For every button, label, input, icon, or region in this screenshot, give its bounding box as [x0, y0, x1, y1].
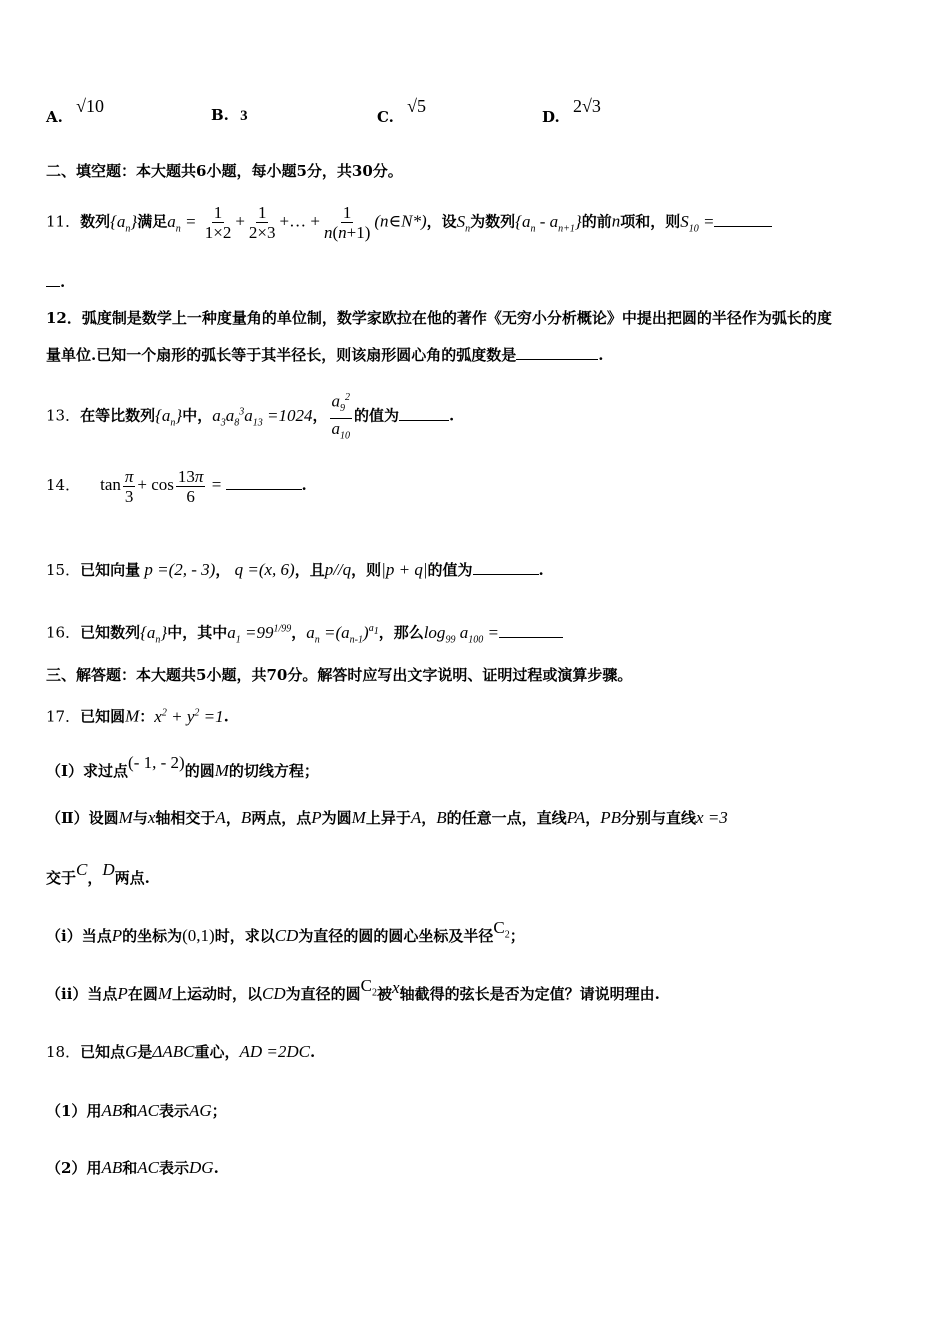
q15-text: 已知向量 — [80, 561, 141, 579]
q15-text: ，则 — [351, 561, 382, 579]
question-13: 13．在等比数列$\{a_n\}$中，$a_3a_8^3a_{13} =1024$， $\frac{a_9^2}{a_{10}}$ 的值为 . — [46, 388, 454, 446]
q17-pi-label: （ⅰ） — [46, 927, 82, 945]
q17-p1-text: 的圆 — [184, 762, 215, 780]
option-a — [46, 96, 104, 127]
option-d — [542, 96, 601, 127]
q15-tail: . — [538, 561, 544, 579]
q17-p2-text: ， — [585, 809, 601, 827]
q14-number: 14． — [46, 476, 81, 494]
q17-pii-text: 被 — [377, 985, 393, 1003]
q16-number: 16． — [46, 623, 81, 642]
q18-part-1: （1）用AB和AC表示AG； — [46, 1101, 227, 1120]
q17-pi-text: 的坐标为 — [122, 927, 183, 945]
q17-p1-label: （Ⅰ） — [46, 762, 84, 780]
q17-part-2-cont: 交于C，D两点. — [46, 860, 150, 887]
q14-answer-blank[interactable] — [226, 475, 302, 490]
q13-text: 在等比数列 — [80, 406, 156, 425]
q13-text: 的值为 — [354, 406, 400, 425]
q12-text: 量单位.已知一个扇形的弧长等于其半径长，则该扇形圆心角的弧度数是 — [46, 346, 517, 364]
q17-pi-text: 当点 — [81, 927, 112, 945]
q17-text: ： — [139, 707, 155, 726]
q18-part-2: （2）用AB和AC表示DG. — [46, 1158, 219, 1177]
q16-answer-blank[interactable] — [499, 623, 563, 638]
q15-answer-blank[interactable] — [473, 560, 539, 575]
q17-pii-text: 上运动时，以 — [172, 985, 263, 1003]
q12-line-1: 12．弧度制是数学上一种度量角的单位制，数学家欧拉在他的著作《无穷小分析概论》中提出把圆的半径作为弧长的度 — [46, 309, 832, 327]
q18-p1-text: 表示 — [158, 1102, 189, 1120]
q13-text: ， — [312, 406, 328, 425]
q12-tail: . — [598, 346, 604, 364]
section-3-heading: 三、解答题：本大题共5小题，共70分。解答时应写出文字说明、证明过程或演算步骤。 — [46, 666, 633, 684]
q13-text: 中， — [182, 406, 213, 425]
q11-text: 为数列 — [470, 212, 516, 231]
q18-p1-text: 用 — [86, 1102, 102, 1120]
q17-part-2: （Ⅱ）设圆M与x轴相交于A，B两点，点P为圆M上异于A，B的任意一点，直线PA，PB分别与直线x =3 — [46, 808, 728, 827]
option-d-label: D. — [542, 108, 560, 126]
q17-pii-text: 当点 — [87, 985, 118, 1003]
q11-text: 的前 — [581, 212, 612, 231]
q15-text: ，且 — [294, 561, 325, 579]
q17-p2-text: 与 — [132, 809, 148, 827]
q12-line-2 — [46, 345, 603, 365]
q11-text: ，设 — [426, 212, 457, 231]
q13-tail: . — [449, 406, 455, 425]
q17-part-1: （Ⅰ）求过点(- 1, - 2)的圆M的切线方程； — [46, 753, 319, 780]
q17-p2-text: 两点，点 — [251, 809, 312, 827]
q17-p2-text: 上异于 — [365, 809, 411, 827]
q17-p2-text: 为圆 — [321, 809, 352, 827]
q17-pii-text: 为直径的圆 — [285, 985, 361, 1003]
q17-p2-text: 轴相交于 — [155, 809, 216, 827]
question-14: 14． tan $\frac{\pi}{3}$ + cos $\frac{13\pi}{6}$ = . — [46, 466, 307, 506]
q17-p2-text: ， — [421, 809, 437, 827]
q17-text: 已知圆 — [80, 707, 126, 726]
q18-p2-text: 和 — [122, 1159, 138, 1177]
q17-pii-text: 轴截得的弦长是否为定值？请说明理由. — [399, 985, 660, 1003]
q16-text: ， — [291, 623, 307, 642]
option-d-value: 2√3 — [572, 96, 601, 116]
q18-p1-label: （1） — [46, 1102, 87, 1120]
option-b — [211, 106, 248, 125]
q15-number: 15． — [46, 561, 81, 579]
q16-text: ，那么 — [378, 623, 424, 642]
option-c-value: √5 — [407, 96, 427, 116]
q18-text: 是 — [137, 1043, 153, 1061]
q11-tail: . — [60, 273, 66, 291]
question-16: 16．已知数列$\{a_n\}$中，其中$a_1 =99^{1/99}$，$a_n =(a_{n-1})^{a_1}$，那么$\log_{99} a_{100}$ = — [46, 615, 563, 654]
q15-text: ， — [215, 561, 231, 579]
question-18: 18．已知点G是ΔABC重心，AD =2DC. — [46, 1042, 316, 1061]
q17-p1-text: 的切线方程； — [228, 762, 319, 780]
q17-p2-text: 的任意一点，直线 — [446, 809, 567, 827]
q12-answer-blank[interactable] — [516, 345, 598, 360]
q17-p2b-text: 交于 — [46, 869, 77, 887]
q14-tail: . — [301, 476, 307, 494]
q18-number: 18． — [46, 1043, 81, 1061]
q17-pii-text: 在圆 — [127, 985, 158, 1003]
option-a-value: √10 — [76, 96, 104, 116]
q18-p2-text: 用 — [86, 1159, 102, 1177]
q17-p2b-text: ， — [87, 869, 103, 887]
q16-text: 中，其中 — [167, 623, 228, 642]
q17-pi-text: 为直径的圆的圆心坐标及半径 — [298, 927, 494, 945]
question-11: 11．数列$\{a_n\}$满足$a_n$ = $\frac{1}{1\times 2}$ + $\frac{1}{2\times 3}$ +… + $\frac{1}{n(n+1)}$ (n∈N*)，设$S_n$为数列$\{a_n - a_{n+1}\}$的前n项和，则$S_{10}$ = — [46, 203, 772, 246]
option-b-value: 3 — [240, 108, 248, 124]
option-b-label: B. — [211, 106, 229, 124]
q18-p2-tail: . — [213, 1159, 219, 1177]
question-15: 15．已知向量 p =(2, - 3)， q =(x, 6)，且p//q，则|p + q|的值为 . — [46, 560, 544, 579]
q17-part-ii: （ⅱ）当点P在圆M上运动时，以CD为直径的圆$C_2$被x轴截得的弦长是否为定值？请说明理由. — [46, 976, 660, 1003]
q17-part-i: （ⅰ）当点P的坐标为(0,1)时，求以CD为直径的圆的圆心坐标及半径$C_2$； — [46, 918, 525, 945]
q15-text: 的值为 — [427, 561, 473, 579]
option-c — [377, 96, 427, 127]
question-17: 17．已知圆M：$x^2 + y^2 =1$. — [46, 706, 229, 726]
q17-pii-label: （ⅱ） — [46, 985, 88, 1003]
q11-answer-blank[interactable] — [714, 212, 772, 227]
q18-text: 重心， — [194, 1043, 240, 1061]
q13-number: 13． — [46, 406, 81, 425]
q17-number: 17． — [46, 707, 81, 726]
q17-p2-text: 设圆 — [88, 809, 119, 827]
q11-answer-blank-cont[interactable] — [46, 272, 60, 287]
q17-pi-text: ； — [509, 927, 525, 945]
q11-text: 数列 — [80, 212, 111, 231]
q11-number: 11． — [46, 212, 81, 231]
q18-p2-label: （2） — [46, 1159, 87, 1177]
q18-tail: . — [310, 1043, 316, 1061]
q17-p2-label: （Ⅱ） — [46, 809, 89, 827]
option-c-label: C. — [377, 108, 394, 126]
q17-tail: . — [223, 707, 229, 726]
q13-answer-blank[interactable] — [399, 406, 449, 421]
section-2-heading: 二、填空题：本大题共6小题，每小题5分，共30分。 — [46, 162, 403, 180]
q18-p1-text: 和 — [122, 1102, 138, 1120]
option-a-label: A. — [46, 108, 63, 126]
q18-text: 已知点 — [80, 1043, 126, 1061]
q17-p2b-text: 两点. — [114, 869, 150, 887]
q11-text: 项和，则 — [620, 212, 681, 231]
q11-continuation — [46, 272, 65, 292]
q17-p2-text: ， — [225, 809, 241, 827]
q17-p2-text: 分别与直线 — [621, 809, 697, 827]
q11-text: 满足 — [137, 212, 168, 231]
q18-p2-text: 表示 — [158, 1159, 189, 1177]
q16-text: 已知数列 — [80, 623, 141, 642]
q17-pi-text: 时，求以 — [214, 927, 275, 945]
q18-p1-tail: ； — [211, 1102, 227, 1120]
q17-p1-text: 求过点 — [83, 762, 129, 780]
